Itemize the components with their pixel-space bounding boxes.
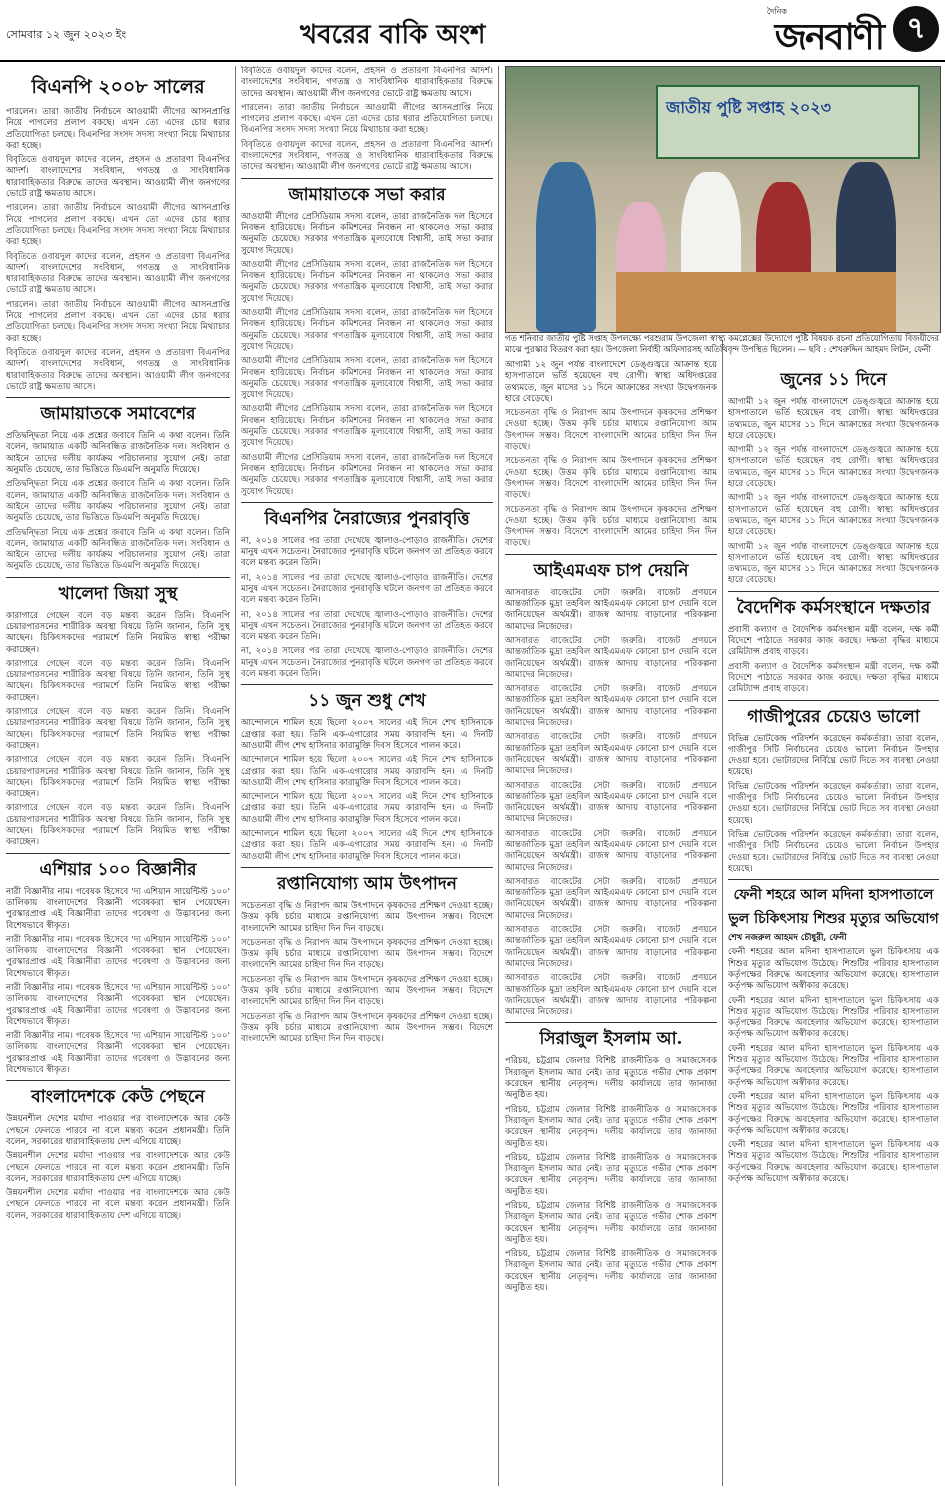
- article-body: বিবৃতিতে ওবায়দুল কাদের বলেন, প্রহসন ও প্রতারণা বিএনপির আদর্শ। বাংলাদেশের সংবিধান, গণতন্ত্র ও সাংবিধানিক ধারাবাহিকতার বিরুদ্ধে তাদের অবস্থান। আওয়ামী লীগ জনগণের ভোটে রাষ্ট্র ক্ষমতায় আসে।: [241, 66, 493, 99]
- article-body: কারাগারে গেছেন বলে বড় মন্তব্য করেন তিনি। বিএনপি চেয়ারপারসনের শারীরিক অবস্থা বিষয়ে তিনি জানান, তিনি সুস্থ আছেন। চিকিৎসকদের পরামর্শে তিনি নিয়মিত স্বাস্থ্য পরীক্ষা করাচ্ছেন।: [6, 610, 230, 655]
- article-headline: রপ্তানিযোগ্য আম উৎপাদন: [241, 867, 493, 899]
- article-headline: আইএমএফ চাপ দেয়নি: [505, 554, 717, 586]
- photo-table: [616, 272, 896, 332]
- article-body: আসবারত বাজেটের সেটা জরুরি। বাজেট প্রণয়নে আন্তর্জাতিক মুদ্রা তহবিল আইএমএফ কোনো চাপ দেয়নি বলে জানিয়েছেন অর্থমন্ত্রী। রাজস্ব আদায় বাড়ানোর পরিকল্পনা আমাদের নিজেদের।: [505, 732, 717, 777]
- article-body: আন্দোলনে শামিল হয়ে ছিলো ২০০৭ সালের এই দিনে শেখ হাসিনাকে গ্রেপ্তার করা হয়। তিনি এক-এগারোর সময় কারাবন্দি হন। এ দিনটি আওয়ামী লীগ শেখ হাসিনার কারামুক্তি দিবস হিসেবে পালন করে।: [241, 755, 493, 788]
- article-body: আসবারত বাজেটের সেটা জরুরি। বাজেট প্রণয়নে আন্তর্জাতিক মুদ্রা তহবিল আইএমএফ কোনো চাপ দেয়নি বলে জানিয়েছেন অর্থমন্ত্রী। রাজস্ব আদায় বাড়ানোর পরিকল্পনা আমাদের নিজেদের।: [505, 684, 717, 729]
- article-body: আওয়ামী লীগের প্রেসিডিয়াম সদস্য বলেন, তারা রাজনৈতিক দল হিসেবে নিবন্ধন হারিয়েছে। নির্বাচন কমিশনের নিবন্ধন না থাকলেও সভা করার অনুমতি চেয়েছে। সরকার গণতান্ত্রিক মূল্যবোধে বিশ্বাসী, তাই সভা করার সুযোগ দিয়েছে।: [241, 211, 493, 256]
- article-body: পারলেন। তারা জাতীয় নির্বাচনে আওয়ামী লীগের আসনপ্রাপ্তি নিয়ে পাগলের প্রলাপ বকছে। এখন তো এদের চোর ধরার প্রতিযোগিতা চলছে। বিএনপির সংসদ সদস্য সংখ্যা নিয়ে মিথ্যাচার করা হচ্ছে।: [241, 102, 493, 136]
- article-body: আওয়ামী লীগের প্রেসিডিয়াম সদস্য বলেন, তারা রাজনৈতিক দল হিসেবে নিবন্ধন হারিয়েছে। নির্বাচন কমিশনের নিবন্ধন না থাকলেও সভা করার অনুমতি চেয়েছে। সরকার গণতান্ত্রিক মূল্যবোধে বিশ্বাসী, তাই সভা করার সুযোগ দিয়েছে।: [241, 308, 493, 352]
- article-body: আওয়ামী লীগের প্রেসিডিয়াম সদস্য বলেন, তারা রাজনৈতিক দল হিসেবে নিবন্ধন হারিয়েছে। নির্বাচন কমিশনের নিবন্ধন না থাকলেও সভা করার অনুমতি চেয়েছে। সরকার গণতান্ত্রিক মূল্যবোধে বিশ্বাসী, তাই সভা করার সুযোগ দিয়েছে।: [241, 452, 493, 497]
- photo-caption-text: গত শনিবার জাতীয় পুষ্টি সপ্তাহ উপলক্ষ্যে পরশুরাম উপজেলা স্বাস্থ্য কমপ্লেক্সের উদ্যোগে পুষ্টি বিষয়ক রচনা প্রতিযোগিতায় বিজয়ীদের মাঝে পুরস্কার বিতরণ করা হয়। উপজেলা নির্বাহী অফিসারসহ অতিথিবৃন্দ উপস্থিত ছিলেন।: [505, 333, 939, 354]
- article-headline: এশিয়ার ১০০ বিজ্ঞানীর: [6, 853, 230, 885]
- article-headline: বৈদেশিক কর্মসংস্থানে দক্ষতার: [728, 591, 939, 623]
- newspaper-logo: জনবাণী: [774, 17, 883, 58]
- person-figure: [536, 162, 596, 332]
- article-body: পরিচয়, চট্টগ্রাম জেলার বিশিষ্ট রাজনীতিক ও সমাজসেবক সিরাজুল ইসলাম আর নেই। তার মৃত্যুতে গভীর শোক প্রকাশ করেছেন স্থানীয় নেতৃবৃন্দ। দলীয় কার্যালয়ে তার জানাজা অনুষ্ঠিত হয়।: [505, 1249, 717, 1294]
- article-body: না, ২০১৪ সালের পর তারা দেখেছে জ্বালাও-পোড়াও রাজনীতি। দেশের মানুষ এখন সচেতন। নৈরাজ্যের পুনরাবৃত্তি ঘটলে জনগণ তা প্রতিহত করবে বলে মন্তব্য করেন তিনি।: [241, 535, 493, 569]
- article-body: ফেনী শহরের আল মদিনা হাসপাতালে ভুল চিকিৎসায় এক শিশুর মৃত্যুর অভিযোগ উঠেছে। শিশুটির পরিবার হাসপাতাল কর্তৃপক্ষের বিরুদ্ধে অবহেলার অভিযোগ করেছে। হাসপাতাল কর্তৃপক্ষ অভিযোগ অস্বীকার করেছে।: [728, 1091, 939, 1136]
- article-body: সচেতনতা বৃদ্ধি ও নিরাপদ আম উৎপাদনে কৃষকদের প্রশিক্ষণ দেওয়া হচ্ছে। উত্তম কৃষি চর্চার মাধ্যমে রপ্তানিযোগ্য আম উৎপাদন সম্ভব। বিদেশে বাংলাদেশি আমের চাহিদা দিন দিন বাড়ছে।: [241, 900, 493, 934]
- article-body: বিভিন্ন ভোটকেন্দ্র পরিদর্শন করেছেন কর্মকর্তারা। তারা বলেন, গাজীপুর সিটি নির্বাচনের চেয়েও ভালো নির্বাচন উপহার দেওয়া হবে। ভোটারদের নির্বিঘ্নে ভোট দিতে সব ব্যবস্থা নেওয়া হয়েছে।: [728, 781, 939, 826]
- article-body: ফেনী শহরের আল মদিনা হাসপাতালে ভুল চিকিৎসায় এক শিশুর মৃত্যুর অভিযোগ উঠেছে। শিশুটির পরিবার হাসপাতাল কর্তৃপক্ষের বিরুদ্ধে অবহেলার অভিযোগ করেছে। হাসপাতাল কর্তৃপক্ষ অভিযোগ অস্বীকার করেছে।: [728, 947, 939, 992]
- article-body: কারাগারে গেছেন বলে বড় মন্তব্য করেন তিনি। বিএনপি চেয়ারপারসনের শারীরিক অবস্থা বিষয়ে তিনি জানান, তিনি সুস্থ আছেন। চিকিৎসকদের পরামর্শে তিনি নিয়মিত স্বাস্থ্য পরীক্ষা করাচ্ছেন।: [6, 803, 230, 848]
- article-body: আওয়ামী লীগের প্রেসিডিয়াম সদস্য বলেন, তারা রাজনৈতিক দল হিসেবে নিবন্ধন হারিয়েছে। নির্বাচন কমিশনের নিবন্ধন না থাকলেও সভা করার অনুমতি চেয়েছে। সরকার গণতান্ত্রিক মূল্যবোধে বিশ্বাসী, তাই সভা করার সুযোগ দিয়েছে।: [241, 259, 493, 304]
- article-body: আওয়ামী লীগের প্রেসিডিয়াম সদস্য বলেন, তারা রাজনৈতিক দল হিসেবে নিবন্ধন হারিয়েছে। নির্বাচন কমিশনের নিবন্ধন না থাকলেও সভা করার অনুমতি চেয়েছে। সরকার গণতান্ত্রিক মূল্যবোধে বিশ্বাসী, তাই সভা করার সুযোগ দিয়েছে।: [241, 356, 493, 401]
- article-headline: খালেদা জিয়া সুস্থ: [6, 577, 230, 609]
- column-1: [6, 66, 230, 1486]
- article-body: আসবারত বাজেটের সেটা জরুরি। বাজেট প্রণয়নে আন্তর্জাতিক মুদ্রা তহবিল আইএমএফ কোনো চাপ দেয়নি বলে জানিয়েছেন অর্থমন্ত্রী। রাজস্ব আদায় বাড়ানোর পরিকল্পনা আমাদের নিজেদের।: [505, 973, 717, 1018]
- article-body: বিবৃতিতে ওবায়দুল কাদের বলেন, প্রহসন ও প্রতারণা বিএনপির আদর্শ। বাংলাদেশের সংবিধান, গণতন্ত্র ও সাংবিধানিক ধারাবাহিকতার বিরুদ্ধে তাদের অবস্থান। আওয়ামী লীগ জনগণের ভোটে রাষ্ট্র ক্ষমতায় আসে।: [6, 347, 230, 392]
- article-body: উন্নয়নশীল দেশের মর্যাদা পাওয়ার পর বাংলাদেশকে আর কেউ পেছনে ফেলতে পারবে না বলে মন্তব্য করেন প্রধানমন্ত্রী। তিনি বলেন, সরকারের ধারাবাহিকতায় দেশ এগিয়ে যাচ্ছে।: [6, 1188, 230, 1221]
- article-body: আন্দোলনে শামিল হয়ে ছিলো ২০০৭ সালের এই দিনে শেখ হাসিনাকে গ্রেপ্তার করা হয়। তিনি এক-এগারোর সময় কারাবন্দি হন। এ দিনটি আওয়ামী লীগ শেখ হাসিনার কারামুক্তি দিবস হিসেবে পালন করে।: [241, 829, 493, 862]
- article-body: না, ২০১৪ সালের পর তারা দেখেছে জ্বালাও-পোড়াও রাজনীতি। দেশের মানুষ এখন সচেতন। নৈরাজ্যের পুনরাবৃত্তি ঘটলে জনগণ তা প্রতিহত করবে বলে মন্তব্য করেন তিনি।: [241, 646, 493, 680]
- article-headline: জামায়াতকে সমাবেশের: [6, 397, 230, 429]
- article-headline: সিরাজুল ইসলাম আ.: [505, 1022, 717, 1054]
- paper-prefix: দৈনিক: [766, 7, 787, 16]
- article-body: উন্নয়নশীল দেশের মর্যাদা পাওয়ার পর বাংলাদেশকে আর কেউ পেছনে ফেলতে পারবে না বলে মন্তব্য করেন প্রধানমন্ত্রী। তিনি বলেন, সরকারের ধারাবাহিকতায় দেশ এগিয়ে যাচ্ছে।: [6, 1151, 230, 1184]
- column-divider: [235, 66, 236, 1486]
- article-body: আসবারত বাজেটের সেটা জরুরি। বাজেট প্রণয়নে আন্তর্জাতিক মুদ্রা তহবিল আইএমএফ কোনো চাপ দেয়নি বলে জানিয়েছেন অর্থমন্ত্রী। রাজস্ব আদায় বাড়ানোর পরিকল্পনা আমাদের নিজেদের।: [505, 587, 717, 632]
- article-body: পরিচয়, চট্টগ্রাম জেলার বিশিষ্ট রাজনীতিক ও সমাজসেবক সিরাজুল ইসলাম আর নেই। তার মৃত্যুতে গভীর শোক প্রকাশ করেছেন স্থানীয় নেতৃবৃন্দ। দলীয় কার্যালয়ে তার জানাজা অনুষ্ঠিত হয়।: [505, 1056, 717, 1101]
- article-byline: শেখ নজরুল আহমদ চৌধুরী, ফেনী: [728, 933, 847, 944]
- article-body: পরিচয়, চট্টগ্রাম জেলার বিশিষ্ট রাজনীতিক ও সমাজসেবক সিরাজুল ইসলাম আর নেই। তার মৃত্যুতে গভীর শোক প্রকাশ করেছেন স্থানীয় নেতৃবৃন্দ। দলীয় কার্যালয়ে তার জানাজা অনুষ্ঠিত হয়।: [505, 1152, 717, 1197]
- article-body: বিভিন্ন ভোটকেন্দ্র পরিদর্শন করেছেন কর্মকর্তারা। তারা বলেন, গাজীপুর সিটি নির্বাচনের চেয়েও ভালো নির্বাচন উপহার দেওয়া হবে। ভোটারদের নির্বিঘ্নে ভোট দিতে সব ব্যবস্থা নেওয়া হয়েছে।: [728, 733, 939, 778]
- article-body: নারী বিজ্ঞানীর নাম। গবেষক হিসেবে 'দ্য এশিয়ান সায়েন্টিস্ট ১০০' তালিকায় বাংলাদেশের বিজ্ঞানী গবেষকরা স্থান পেয়েছেন। পুরস্কারপ্রাপ্ত এই বিজ্ঞানীরা তাদের গবেষণা ও উদ্ভাবনের জন্য বিশেষভাবে স্বীকৃত।: [6, 983, 230, 1027]
- column-divider: [722, 340, 723, 1486]
- article-body: নারী বিজ্ঞানীর নাম। গবেষক হিসেবে 'দ্য এশিয়ান সায়েন্টিস্ট ১০০' তালিকায় বাংলাদেশের বিজ্ঞানী গবেষকরা স্থান পেয়েছেন। পুরস্কারপ্রাপ্ত এই বিজ্ঞানীরা তাদের গবেষণা ও উদ্ভাবনের জন্য বিশেষভাবে স্বীকৃত।: [6, 1031, 230, 1076]
- article-body: প্রবাসী কল্যাণ ও বৈদেশিক কর্মসংস্থান মন্ত্রী বলেন, দক্ষ কর্মী বিদেশে পাঠাতে সরকার কাজ করছে। দক্ষতা বৃদ্ধির মাধ্যমে রেমিট্যান্স প্রবাহ বাড়বে।: [728, 624, 939, 658]
- page-number-badge: ৭: [893, 6, 939, 52]
- article-body: পরিচয়, চট্টগ্রাম জেলার বিশিষ্ট রাজনীতিক ও সমাজসেবক সিরাজুল ইসলাম আর নেই। তার মৃত্যুতে গভীর শোক প্রকাশ করেছেন স্থানীয় নেতৃবৃন্দ। দলীয় কার্যালয়ে তার জানাজা অনুষ্ঠিত হয়।: [505, 1201, 717, 1245]
- article-body: উন্নয়নশীল দেশের মর্যাদা পাওয়ার পর বাংলাদেশকে আর কেউ পেছনে ফেলতে পারবে না বলে মন্তব্য করেন প্রধানমন্ত্রী। তিনি বলেন, সরকারের ধারাবাহিকতায় দেশ এগিয়ে যাচ্ছে।: [6, 1114, 230, 1147]
- article-body: কারাগারে গেছেন বলে বড় মন্তব্য করেন তিনি। বিএনপি চেয়ারপারসনের শারীরিক অবস্থা বিষয়ে তিনি জানান, তিনি সুস্থ আছেন। চিকিৎসকদের পরামর্শে তিনি নিয়মিত স্বাস্থ্য পরীক্ষা করাচ্ছেন।: [6, 707, 230, 751]
- article-headline: গাজীপুরের চেয়েও ভালো: [728, 700, 939, 732]
- article-body: প্রতিদ্বন্দ্বিতা নিয়ে এক প্রশ্নের জবাবে তিনি এ কথা বলেন। তিনি বলেন, জামায়াত একটি অনিবন্ধিত রাজনৈতিক দল। সংবিধান ও আইনে তাদের দলীয় কার্যক্রম পরিচালনার সুযোগ নেই। তারা অনুমতি চেয়েছে, তার ভিত্তিতে ডিএমপি অনুমতি দিয়েছে।: [6, 527, 230, 572]
- article-body: আওয়ামী লীগের প্রেসিডিয়াম সদস্য বলেন, তারা রাজনৈতিক দল হিসেবে নিবন্ধন হারিয়েছে। নির্বাচন কমিশনের নিবন্ধন না থাকলেও সভা করার অনুমতি চেয়েছে। সরকার গণতান্ত্রিক মূল্যবোধে বিশ্বাসী, তাই সভা করার সুযোগ দিয়েছে।: [241, 404, 493, 449]
- article-body: আগামী ১২ জুন পর্যন্ত বাংলাদেশে ডেঙ্গুজ্বরে আক্রান্ত হয়ে হাসপাতালে ভর্তি হয়েছেন বহু রোগী। স্বাস্থ্য অধিদপ্তরের তথ্যমতে, জুন মাসের ১১ দিনে আক্রান্তের সংখ্যা উদ্বেগজনক হারে বেড়েছে।: [728, 397, 939, 441]
- article-body: ফেনী শহরের আল মদিনা হাসপাতালে ভুল চিকিৎসায় এক শিশুর মৃত্যুর অভিযোগ উঠেছে। শিশুটির পরিবার হাসপাতাল কর্তৃপক্ষের বিরুদ্ধে অবহেলার অভিযোগ করেছে। হাসপাতাল কর্তৃপক্ষ অভিযোগ অস্বীকার করেছে।: [728, 995, 939, 1040]
- column-3: [505, 360, 717, 1486]
- article-body: নারী বিজ্ঞানীর নাম। গবেষক হিসেবে 'দ্য এশিয়ান সায়েন্টিস্ট ১০০' তালিকায় বাংলাদেশের বিজ্ঞানী গবেষকরা স্থান পেয়েছেন। পুরস্কারপ্রাপ্ত এই বিজ্ঞানীরা তাদের গবেষণা ও উদ্ভাবনের জন্য বিশেষভাবে স্বীকৃত।: [6, 886, 230, 931]
- article-body: ফেনী শহরের আল মদিনা হাসপাতালে ভুল চিকিৎসায় এক শিশুর মৃত্যুর অভিযোগ উঠেছে। শিশুটির পরিবার হাসপাতাল কর্তৃপক্ষের বিরুদ্ধে অবহেলার অভিযোগ করেছে। হাসপাতাল কর্তৃপক্ষ অভিযোগ অস্বীকার করেছে।: [728, 1043, 939, 1088]
- article-body: পরিচয়, চট্টগ্রাম জেলার বিশিষ্ট রাজনীতিক ও সমাজসেবক সিরাজুল ইসলাম আর নেই। তার মৃত্যুতে গভীর শোক প্রকাশ করেছেন স্থানীয় নেতৃবৃন্দ। দলীয় কার্যালয়ে তার জানাজা অনুষ্ঠিত হয়।: [505, 1104, 717, 1149]
- article-headline: বাংলাদেশকে কেউ পেছনে: [6, 1080, 230, 1112]
- article-body: প্রবাসী কল্যাণ ও বৈদেশিক কর্মসংস্থান মন্ত্রী বলেন, দক্ষ কর্মী বিদেশে পাঠাতে সরকার কাজ করছে। দক্ষতা বৃদ্ধির মাধ্যমে রেমিট্যান্স প্রবাহ বাড়বে।: [728, 661, 939, 695]
- article-body: কারাগারে গেছেন বলে বড় মন্তব্য করেন তিনি। বিএনপি চেয়ারপারসনের শারীরিক অবস্থা বিষয়ে তিনি জানান, তিনি সুস্থ আছেন। চিকিৎসকদের পরামর্শে তিনি নিয়মিত স্বাস্থ্য পরীক্ষা করাচ্ছেন।: [6, 658, 230, 703]
- article-body: সচেতনতা বৃদ্ধি ও নিরাপদ আম উৎপাদনে কৃষকদের প্রশিক্ষণ দেওয়া হচ্ছে। উত্তম কৃষি চর্চার মাধ্যমে রপ্তানিযোগ্য আম উৎপাদন সম্ভব। বিদেশে বাংলাদেশি আমের চাহিদা দিন দিন বাড়ছে।: [505, 456, 717, 501]
- article-body: কারাগারে গেছেন বলে বড় মন্তব্য করেন তিনি। বিএনপি চেয়ারপারসনের শারীরিক অবস্থা বিষয়ে তিনি জানান, তিনি সুস্থ আছেন। চিকিৎসকদের পরামর্শে তিনি নিয়মিত স্বাস্থ্য পরীক্ষা করাচ্ছেন।: [6, 755, 230, 800]
- article-body: না, ২০১৪ সালের পর তারা দেখেছে জ্বালাও-পোড়াও রাজনীতি। দেশের মানুষ এখন সচেতন। নৈরাজ্যের পুনরাবৃত্তি ঘটলে জনগণ তা প্রতিহত করবে বলে মন্তব্য করেন তিনি।: [241, 609, 493, 643]
- article-headline: ফেনী শহরে আল মদিনা হাসপাতালে ভুল চিকিৎসায় শিশুর মৃত্যুর অভিযোগ: [728, 879, 939, 931]
- article-body: সচেতনতা বৃদ্ধি ও নিরাপদ আম উৎপাদনে কৃষকদের প্রশিক্ষণ দেওয়া হচ্ছে। উত্তম কৃষি চর্চার মাধ্যমে রপ্তানিযোগ্য আম উৎপাদন সম্ভব। বিদেশে বাংলাদেশি আমের চাহিদা দিন দিন বাড়ছে।: [241, 974, 493, 1008]
- article-body: আন্দোলনে শামিল হয়ে ছিলো ২০০৭ সালের এই দিনে শেখ হাসিনাকে গ্রেপ্তার করা হয়। তিনি এক-এগারোর সময় কারাবন্দি হন। এ দিনটি আওয়ামী লীগ শেখ হাসিনার কারামুক্তি দিবস হিসেবে পালন করে।: [241, 718, 493, 751]
- article-body: ফেনী শহরের আল মদিনা হাসপাতালে ভুল চিকিৎসায় এক শিশুর মৃত্যুর অভিযোগ উঠেছে। শিশুটির পরিবার হাসপাতাল কর্তৃপক্ষের বিরুদ্ধে অবহেলার অভিযোগ করেছে। হাসপাতাল কর্তৃপক্ষ অভিযোগ অস্বীকার করেছে।: [728, 1140, 939, 1185]
- column-divider: [498, 66, 499, 1486]
- article-body: প্রতিদ্বন্দ্বিতা নিয়ে এক প্রশ্নের জবাবে তিনি এ কথা বলেন। তিনি বলেন, জামায়াত একটি অনিবন্ধিত রাজনৈতিক দল। সংবিধান ও আইনে তাদের দলীয় কার্যক্রম পরিচালনার সুযোগ নেই। তারা অনুমতি চেয়েছে, তার ভিত্তিতে ডিএমপি অনুমতি দিয়েছে।: [6, 479, 230, 524]
- photo-credit: ছবি : শেখরুদ্দিন আহমদ লিটন, ফেনী: [808, 343, 931, 354]
- column-2: [241, 66, 493, 1486]
- article-body: না, ২০১৪ সালের পর তারা দেখেছে জ্বালাও-পোড়াও রাজনীতি। দেশের মানুষ এখন সচেতন। নৈরাজ্যের পুনরাবৃত্তি ঘটলে জনগণ তা প্রতিহত করবে বলে মন্তব্য করেন তিনি।: [241, 572, 493, 606]
- article-headline: বিএনপির নৈরাজ্যের পুনরাবৃত্তি: [241, 502, 493, 534]
- article-body: বিবৃতিতে ওবায়দুল কাদের বলেন, প্রহসন ও প্রতারণা বিএনপির আদর্শ। বাংলাদেশের সংবিধান, গণতন্ত্র ও সাংবিধানিক ধারাবাহিকতার বিরুদ্ধে তাদের অবস্থান। আওয়ামী লীগ জনগণের ভোটে রাষ্ট্র ক্ষমতায় আসে।: [241, 139, 493, 173]
- article-body: আন্দোলনে শামিল হয়ে ছিলো ২০০৭ সালের এই দিনে শেখ হাসিনাকে গ্রেপ্তার করা হয়। তিনি এক-এগারোর সময় কারাবন্দি হন। এ দিনটি আওয়ামী লীগ শেখ হাসিনার কারামুক্তি দিবস হিসেবে পালন করে।: [241, 792, 493, 825]
- event-photo: [505, 66, 941, 333]
- article-body: বিভিন্ন ভোটকেন্দ্র পরিদর্শন করেছেন কর্মকর্তারা। তারা বলেন, গাজীপুর সিটি নির্বাচনের চেয়েও ভালো নির্বাচন উপহার দেওয়া হবে। ভোটারদের নির্বিঘ্নে ভোট দিতে সব ব্যবস্থা নেওয়া হয়েছে।: [728, 829, 939, 874]
- article-body: বিবৃতিতে ওবায়দুল কাদের বলেন, প্রহসন ও প্রতারণা বিএনপির আদর্শ। বাংলাদেশের সংবিধান, গণতন্ত্র ও সাংবিধানিক ধারাবাহিকতার বিরুদ্ধে তাদের অবস্থান। আওয়ামী লীগ জনগণের ভোটে রাষ্ট্র ক্ষমতায় আসে।: [6, 155, 230, 200]
- article-headline: ১১ জুন শুধু শেখ: [241, 684, 493, 716]
- article-body: আসবারত বাজেটের সেটা জরুরি। বাজেট প্রণয়নে আন্তর্জাতিক মুদ্রা তহবিল আইএমএফ কোনো চাপ দেয়নি বলে জানিয়েছেন অর্থমন্ত্রী। রাজস্ব আদায় বাড়ানোর পরিকল্পনা আমাদের নিজেদের।: [505, 925, 717, 969]
- page-header: [0, 0, 945, 62]
- photo-banner-text: জাতীয় পুষ্টি সপ্তাহ ২০২৩: [666, 98, 832, 117]
- article-body: আগামী ১২ জুন পর্যন্ত বাংলাদেশে ডেঙ্গুজ্বরে আক্রান্ত হয়ে হাসপাতালে ভর্তি হয়েছেন বহু রোগী। স্বাস্থ্য অধিদপ্তরের তথ্যমতে, জুন মাসের ১১ দিনে আক্রান্তের সংখ্যা উদ্বেগজনক হারে বেড়েছে।: [728, 541, 939, 586]
- article-body: আগামী ১২ জুন পর্যন্ত বাংলাদেশে ডেঙ্গুজ্বরে আক্রান্ত হয়ে হাসপাতালে ভর্তি হয়েছেন বহু রোগী। স্বাস্থ্য অধিদপ্তরের তথ্যমতে, জুন মাসের ১১ দিনে আক্রান্তের সংখ্যা উদ্বেগজনক হারে বেড়েছে।: [728, 445, 939, 490]
- article-body: বিবৃতিতে ওবায়দুল কাদের বলেন, প্রহসন ও প্রতারণা বিএনপির আদর্শ। বাংলাদেশের সংবিধান, গণতন্ত্র ও সাংবিধানিক ধারাবাহিকতার বিরুদ্ধে তাদের অবস্থান। আওয়ামী লীগ জনগণের ভোটে রাষ্ট্র ক্ষমতায় আসে।: [6, 251, 230, 296]
- article-body: আসবারত বাজেটের সেটা জরুরি। বাজেট প্রণয়নে আন্তর্জাতিক মুদ্রা তহবিল আইএমএফ কোনো চাপ দেয়নি বলে জানিয়েছেন অর্থমন্ত্রী। রাজস্ব আদায় বাড়ানোর পরিকল্পনা আমাদের নিজেদের।: [505, 876, 717, 921]
- article-body: আগামী ১২ জুন পর্যন্ত বাংলাদেশে ডেঙ্গুজ্বরে আক্রান্ত হয়ে হাসপাতালে ভর্তি হয়েছেন বহু রোগী। স্বাস্থ্য অধিদপ্তরের তথ্যমতে, জুন মাসের ১১ দিনে আক্রান্তের সংখ্যা উদ্বেগজনক হারে বেড়েছে।: [505, 360, 717, 404]
- page-title: খবরের বাকি অংশ: [300, 20, 486, 50]
- article-body: আসবারত বাজেটের সেটা জরুরি। বাজেট প্রণয়নে আন্তর্জাতিক মুদ্রা তহবিল আইএমএফ কোনো চাপ দেয়নি বলে জানিয়েছেন অর্থমন্ত্রী। রাজস্ব আদায় বাড়ানোর পরিকল্পনা আমাদের নিজেদের।: [505, 780, 717, 825]
- article-body: সচেতনতা বৃদ্ধি ও নিরাপদ আম উৎপাদনে কৃষকদের প্রশিক্ষণ দেওয়া হচ্ছে। উত্তম কৃষি চর্চার মাধ্যমে রপ্তানিযোগ্য আম উৎপাদন সম্ভব। বিদেশে বাংলাদেশি আমের চাহিদা দিন দিন বাড়ছে।: [505, 408, 717, 453]
- article-body: আসবারত বাজেটের সেটা জরুরি। বাজেট প্রণয়নে আন্তর্জাতিক মুদ্রা তহবিল আইএমএফ কোনো চাপ দেয়নি বলে জানিয়েছেন অর্থমন্ত্রী। রাজস্ব আদায় বাড়ানোর পরিকল্পনা আমাদের নিজেদের।: [505, 828, 717, 873]
- issue-date: সোমবার ১২ জুন ২০২৩ ইং: [6, 28, 127, 41]
- article-body: সচেতনতা বৃদ্ধি ও নিরাপদ আম উৎপাদনে কৃষকদের প্রশিক্ষণ দেওয়া হচ্ছে। উত্তম কৃষি চর্চার মাধ্যমে রপ্তানিযোগ্য আম উৎপাদন সম্ভব। বিদেশে বাংলাদেশি আমের চাহিদা দিন দিন বাড়ছে।: [241, 937, 493, 971]
- article-headline: জামায়াতকে সভা করার: [241, 178, 493, 210]
- column-4: [728, 360, 939, 1486]
- article-headline: জুনের ১১ দিনে: [780, 370, 887, 390]
- article-headline: বিএনপি ২০০৮ সালের: [31, 76, 205, 98]
- article-body: আসবারত বাজেটের সেটা জরুরি। বাজেট প্রণয়নে আন্তর্জাতিক মুদ্রা তহবিল আইএমএফ কোনো চাপ দেয়নি বলে জানিয়েছেন অর্থমন্ত্রী। রাজস্ব আদায় বাড়ানোর পরিকল্পনা আমাদের নিজেদের।: [505, 635, 717, 680]
- article-body: পারলেন। তারা জাতীয় নির্বাচনে আওয়ামী লীগের আসনপ্রাপ্তি নিয়ে পাগলের প্রলাপ বকছে। এখন তো এদের চোর ধরার প্রতিযোগিতা চলছে। বিএনপির সংসদ সদস্য সংখ্যা নিয়ে মিথ্যাচার করা হচ্ছে।: [6, 203, 230, 248]
- article-body: আগামী ১২ জুন পর্যন্ত বাংলাদেশে ডেঙ্গুজ্বরে আক্রান্ত হয়ে হাসপাতালে ভর্তি হয়েছেন বহু রোগী। স্বাস্থ্য অধিদপ্তরের তথ্যমতে, জুন মাসের ১১ দিনে আক্রান্তের সংখ্যা উদ্বেগজনক হারে বেড়েছে।: [728, 493, 939, 538]
- photo-caption: গত শনিবার জাতীয় পুষ্টি সপ্তাহ উপলক্ষ্যে পরশুরাম উপজেলা স্বাস্থ্য কমপ্লেক্সের উদ্যোগে পুষ্টি বিষয়ক রচনা প্রতিযোগিতায় বিজয়ীদের মাঝে পুরস্কার বিতরণ করা হয়। উপজেলা নির্বাহী অফিসারসহ অতিথিবৃন্দ উপস্থিত ছিলেন। — ছবি : শেখরুদ্দিন আহমদ লিটন, ফেনী: [505, 333, 939, 354]
- article-body: পারলেন। তারা জাতীয় নির্বাচনে আওয়ামী লীগের আসনপ্রাপ্তি নিয়ে পাগলের প্রলাপ বকছে। এখন তো এদের চোর ধরার প্রতিযোগিতা চলছে। বিএনপির সংসদ সদস্য সংখ্যা নিয়ে মিথ্যাচার করা হচ্ছে।: [6, 299, 230, 344]
- article-body: নারী বিজ্ঞানীর নাম। গবেষক হিসেবে 'দ্য এশিয়ান সায়েন্টিস্ট ১০০' তালিকায় বাংলাদেশের বিজ্ঞানী গবেষকরা স্থান পেয়েছেন। পুরস্কারপ্রাপ্ত এই বিজ্ঞানীরা তাদের গবেষণা ও উদ্ভাবনের জন্য বিশেষভাবে স্বীকৃত।: [6, 934, 230, 979]
- article-body: পারলেন। তারা জাতীয় নির্বাচনে আওয়ামী লীগের আসনপ্রাপ্তি নিয়ে পাগলের প্রলাপ বকছে। এখন তো এদের চোর ধরার প্রতিযোগিতা চলছে। বিএনপির সংসদ সদস্য সংখ্যা নিয়ে মিথ্যাচার করা হচ্ছে।: [6, 107, 230, 151]
- article-body: সচেতনতা বৃদ্ধি ও নিরাপদ আম উৎপাদনে কৃষকদের প্রশিক্ষণ দেওয়া হচ্ছে। উত্তম কৃষি চর্চার মাধ্যমে রপ্তানিযোগ্য আম উৎপাদন সম্ভব। বিদেশে বাংলাদেশি আমের চাহিদা দিন দিন বাড়ছে।: [505, 504, 717, 549]
- article-body: সচেতনতা বৃদ্ধি ও নিরাপদ আম উৎপাদনে কৃষকদের প্রশিক্ষণ দেওয়া হচ্ছে। উত্তম কৃষি চর্চার মাধ্যমে রপ্তানিযোগ্য আম উৎপাদন সম্ভব। বিদেশে বাংলাদেশি আমের চাহিদা দিন দিন বাড়ছে।: [241, 1011, 493, 1045]
- article-body: প্রতিদ্বন্দ্বিতা নিয়ে এক প্রশ্নের জবাবে তিনি এ কথা বলেন। তিনি বলেন, জামায়াত একটি অনিবন্ধিত রাজনৈতিক দল। সংবিধান ও আইনে তাদের দলীয় কার্যক্রম পরিচালনার সুযোগ নেই। তারা অনুমতি চেয়েছে, তার ভিত্তিতে ডিএমপি অনুমতি দিয়েছে।: [6, 431, 230, 476]
